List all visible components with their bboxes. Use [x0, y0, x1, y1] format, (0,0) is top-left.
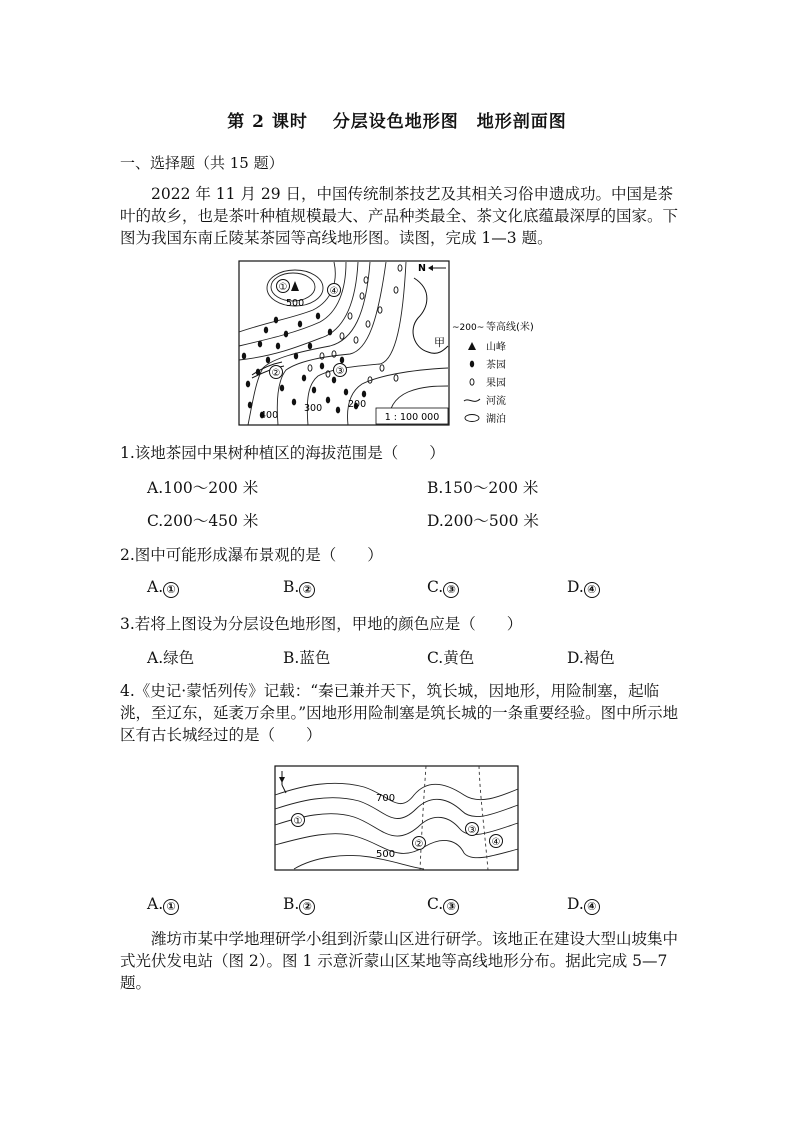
option-letter: D. — [567, 895, 584, 913]
q4-option-d[interactable] — [567, 895, 600, 915]
question-3-stem: 3.若将上图设为分层设色地形图，甲地的颜色应是（ ） — [120, 615, 523, 633]
legend-peak-icon — [468, 342, 476, 350]
option-letter: A. — [147, 895, 164, 913]
circled-4: ④ — [584, 582, 600, 598]
circled-4: ④ — [584, 899, 600, 915]
section-heading: 一、选择题（共 15 题） — [120, 154, 284, 172]
option-letter: A. — [147, 578, 164, 596]
circled-3: ③ — [443, 899, 459, 915]
marker-2: ② — [271, 368, 281, 379]
map2-marker-3: ③ — [467, 825, 477, 836]
marker-3: ③ — [335, 366, 345, 377]
q4-option-a[interactable] — [147, 895, 179, 915]
contour-label-300: 300 — [304, 403, 323, 414]
contour-label-700: 700 — [376, 793, 396, 804]
circled-1: ① — [163, 899, 179, 915]
contour-label-400: 400 — [260, 410, 279, 421]
q1-option-b[interactable]: B.150～200 米 — [427, 479, 539, 497]
legend-orchard-icon — [470, 379, 474, 385]
circled-2: ② — [299, 899, 315, 915]
contour-label-200: 200 — [348, 399, 367, 410]
q3-option-d[interactable]: D.褐色 — [567, 649, 615, 667]
option-letter: B. — [283, 895, 300, 913]
q1-option-a[interactable]: A.100～200 米 — [147, 479, 259, 497]
map2-marker-4: ④ — [491, 837, 501, 848]
question-2-stem: 2.图中可能形成瀑布景观的是（ ） — [120, 546, 383, 564]
circled-3: ③ — [443, 582, 459, 598]
tea-garden-contour-map — [238, 260, 558, 428]
marker-4: ④ — [329, 286, 339, 297]
jia-label: 甲 — [434, 336, 445, 349]
legend-lake: 湖泊 — [486, 414, 506, 425]
question-4-stem: 4.《史记·蒙恬列传》记载：“秦已兼并天下，筑长城，因地形，用险制塞，起临洮，至辽东，延袤万余里。”因地形用险制塞是筑长城的一条重要经验。图中所示地区有古长城经过的是（ ） — [120, 682, 679, 744]
circled-2: ② — [299, 582, 315, 598]
legend-contour-key: ~200~ — [452, 323, 485, 333]
contour-label-500b: 500 — [376, 849, 396, 860]
circled-1: ① — [163, 582, 179, 598]
contour-label-500: 500 — [286, 298, 305, 309]
option-letter: B. — [283, 578, 300, 596]
scale-label: 1 : 100 000 — [384, 412, 440, 423]
legend-peak: 山峰 — [486, 342, 506, 353]
q2-option-c[interactable] — [427, 578, 459, 598]
map2-marker-2: ② — [414, 839, 424, 850]
great-wall-contour-map — [274, 765, 519, 871]
legend-lake-icon — [465, 415, 479, 422]
q1-option-c[interactable]: C.200～450 米 — [147, 512, 259, 530]
q4-option-b[interactable] — [283, 895, 315, 915]
q2-option-b[interactable] — [283, 578, 315, 598]
option-letter: C. — [427, 578, 444, 596]
legend-river: 河流 — [486, 396, 506, 407]
legend-river-icon — [464, 399, 480, 401]
legend-tea-icon — [470, 361, 474, 368]
map2-marker-1: ① — [293, 816, 303, 827]
q3-option-c[interactable]: C.黄色 — [427, 649, 475, 667]
page-title: 第 2 课时 分层设色地形图 地形剖面图 — [227, 112, 567, 132]
q4-option-c[interactable] — [427, 895, 459, 915]
option-letter: C. — [427, 895, 444, 913]
q3-option-b[interactable]: B.蓝色 — [283, 649, 331, 667]
legend-tea: 茶园 — [486, 360, 506, 371]
north-label: N — [418, 263, 426, 274]
q2-option-d[interactable] — [567, 578, 600, 598]
option-letter: D. — [567, 578, 584, 596]
marker-1: ① — [278, 282, 288, 293]
intro-paragraph-2: 潍坊市某中学地理研学小组到沂蒙山区进行研学。该地正在建设大型山坡集中式光伏发电站（图 2）。图 1 示意沂蒙山区某地等高线地形分布。据此完成 5—7 题。 — [120, 930, 679, 992]
legend-contour: 等高线(米) — [486, 322, 534, 333]
q1-option-d[interactable]: D.200～500 米 — [427, 512, 539, 530]
legend-orchard: 果园 — [486, 378, 506, 389]
question-1-stem: 1.该地茶园中果树种植区的海拔范围是（ ） — [120, 444, 445, 462]
q2-option-a[interactable] — [147, 578, 179, 598]
intro-paragraph-1: 2022 年 11 月 29 日，中国传统制茶技艺及其相关习俗申遗成功。中国是茶叶的故乡，也是茶叶种植规模最大、产品种类最全、茶文化底蕴最深厚的国家。下图为我国东南丘陵某茶园等高线地形图。读图，完成 1—3 题。 — [120, 185, 679, 247]
q3-option-a[interactable]: A.绿色 — [147, 649, 195, 667]
